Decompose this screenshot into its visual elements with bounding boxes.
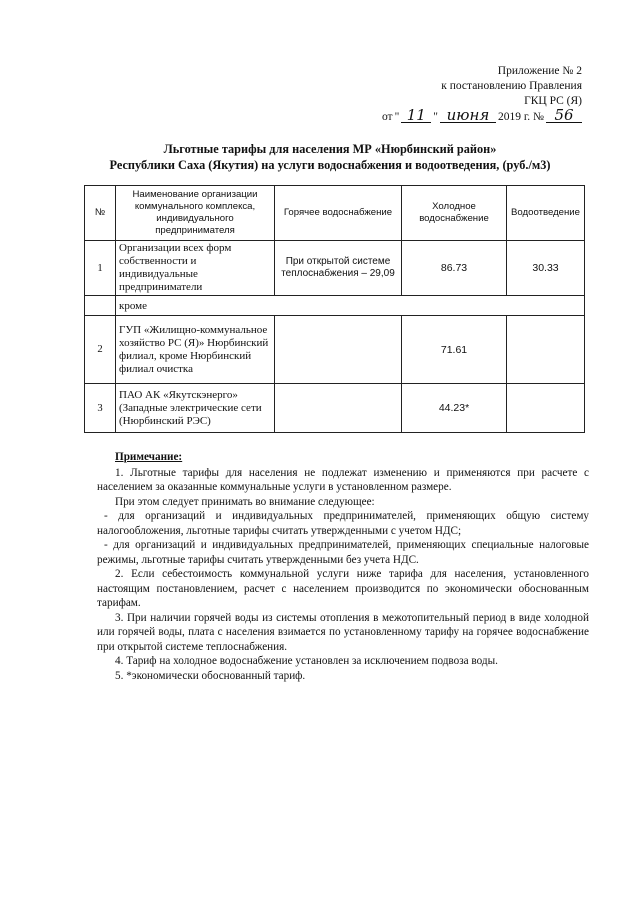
table-row (85, 316, 585, 384)
title-line-2: Республики Саха (Якутия) на услуги водоснабжения и водоотведения, (руб./м3) (109, 158, 551, 172)
note-5: 5. *экономически обоснованный тариф. (115, 669, 306, 682)
note-4: 4. Тариф на холодное водоснабжение установлен за исключением подвоза воды. (115, 655, 498, 667)
row-number: 2 (85, 316, 116, 384)
notes-section (97, 450, 589, 683)
row-hot-water (275, 316, 402, 384)
row-cold-water: 71.61 (402, 316, 507, 384)
title-line-1: Льготные тарифы для населения МР «Нюрбинский район» (163, 142, 497, 156)
tariff-table (84, 185, 585, 433)
table-row (85, 241, 585, 296)
row-cold-water: 86.73 (402, 241, 507, 296)
row-sewage (507, 316, 585, 384)
date-prefix: от (381, 111, 393, 123)
document-title (60, 141, 600, 173)
note-2: 2. Если себестоимость коммунальной услуги ниже тарифа для населения, установленного настоящим постановлением, расчет с населением производится по экономически обоснованным тарифам. (97, 568, 589, 609)
year-and-number-label: 2019 г. № (497, 111, 544, 123)
handwritten-day: 11 (401, 108, 431, 123)
resolution-reference: к постановлению Правления (441, 80, 582, 92)
row-sewage (507, 384, 585, 433)
note-3: 3. При наличии горячей воды из системы отопления в межотопительный период в виде холодной или горячей воды, плата с населения взимается по установленному тарифу на горячее водоснабжение при открытой системе теплоснабжения. (97, 611, 589, 653)
header-sewage: Водоотведение (507, 186, 585, 241)
row-hot-water: При открытой системе теплоснабжения – 29,09 (275, 241, 402, 296)
header-hot-water: Горячее водоснабжение (275, 186, 402, 241)
row-organization: ПАО АК «Якутскэнерго» (Западные электрические сети (Нюрбинский РЭС) (116, 384, 275, 433)
appendix-label: Приложение № 2 (497, 65, 582, 77)
header-cold-water: Холодное водоснабжение (402, 186, 507, 241)
table-row (85, 296, 585, 316)
header-organization: Наименование организации коммунального комплекса, индивидуального предпринимателя (116, 186, 275, 241)
table-row (85, 384, 585, 433)
notes-title: Примечание: (115, 451, 183, 463)
row-sewage: 30.33 (507, 241, 585, 296)
table-header-row (85, 186, 585, 241)
handwritten-month: июня (440, 108, 496, 123)
note-1: 1. Льготные тарифы для населения не подлежат изменению и применяются при расчете с населением за оказанные коммунальные услуги в установленном размере. (97, 466, 589, 493)
row-number: 1 (85, 241, 116, 296)
note-1-intro: При этом следует принимать во внимание следующее: (115, 495, 375, 508)
resolution-date-line: от " 11 " июня 2019 г. № 56 (382, 108, 582, 124)
row-except-label: кроме (116, 296, 585, 316)
row-cold-water: 44.23* (402, 384, 507, 433)
row-organization: Организации всех форм собственности и индивидуальные предприниматели (116, 241, 275, 296)
note-1-special-tax: - для организаций и индивидуальных предпринимателей, применяющих специальные налоговые режимы, льготные тарифы считать утвержденными без учета НДС. (97, 539, 589, 566)
row-organization: ГУП «Жилищно-коммунальное хозяйство РС (Я)» Нюрбинский филиал, кроме Нюрбинский филиал очистка (116, 316, 275, 384)
row-number: 3 (85, 384, 116, 433)
header-num: № (85, 186, 116, 241)
note-1-general-tax: - для организаций и индивидуальных предпринимателей, применяющих общую систему налогообложения, льготные тарифы считать утвержденными с учетом НДС; (97, 510, 589, 537)
committee-name: ГКЦ РС (Я) (524, 95, 582, 107)
handwritten-resolution-number: 56 (546, 108, 582, 123)
row-hot-water (275, 384, 402, 433)
